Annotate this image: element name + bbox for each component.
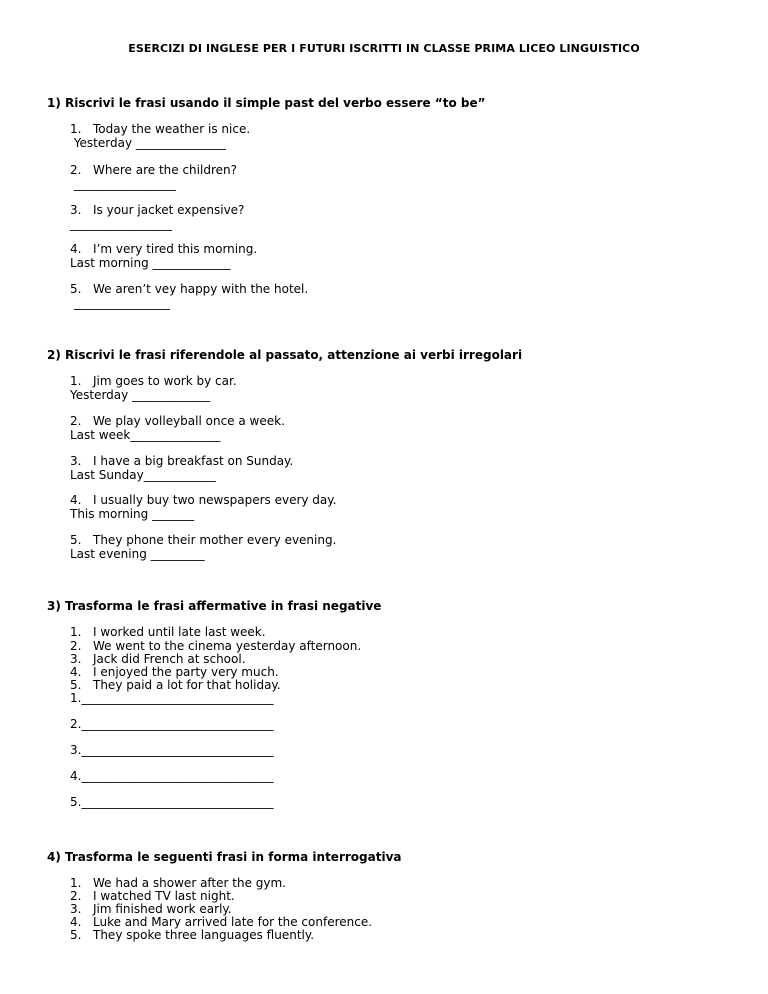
section-1-heading: 1) Riscrivi le frasi usando il simple past del verbo essere “to be” xyxy=(47,96,486,110)
s3-item-3: 3. Jack did French at school. xyxy=(70,652,246,666)
page-title: ESERCIZI DI INGLESE PER I FUTURI ISCRITTI IN CLASSE PRIMA LICEO LINGUISTICO xyxy=(128,42,640,55)
s1-item-3: 3. Is your jacket expensive? xyxy=(70,203,245,217)
s1-answer-4: Last morning _____________ xyxy=(70,256,231,270)
s4-item-1: 1. We had a shower after the gym. xyxy=(70,876,286,890)
s4-item-2: 2. I watched TV last night. xyxy=(70,889,235,903)
s1-item-4: 4. I’m very tired this morning. xyxy=(70,242,258,256)
s1-answer-1: Yesterday _______________ xyxy=(70,136,226,150)
s1-item-1: 1. Today the weather is nice. xyxy=(70,122,251,136)
s2-answer-1: Yesterday _____________ xyxy=(70,388,211,402)
s4-item-3: 3. Jim finished work early. xyxy=(70,902,232,916)
s4-item-4: 4. Luke and Mary arrived late for the conference. xyxy=(70,915,373,929)
s2-item-2: 2. We play volleyball once a week. xyxy=(70,414,285,428)
s3-answer-2: 2.________________________________ xyxy=(70,717,274,731)
s2-answer-4: This morning _______ xyxy=(70,507,195,521)
section-4-heading: 4) Trasforma le seguenti frasi in forma interrogativa xyxy=(47,850,402,864)
s2-answer-2: Last week_______________ xyxy=(70,428,221,442)
s1-answer-3: _________________ xyxy=(70,217,172,231)
s3-item-5: 5. They paid a lot for that holiday. xyxy=(70,678,281,692)
s1-item-2: 2. Where are the children? xyxy=(70,163,237,177)
s3-answer-1: 1.________________________________ xyxy=(70,691,274,705)
s3-item-4: 4. I enjoyed the party very much. xyxy=(70,665,279,679)
s3-answer-5: 5.________________________________ xyxy=(70,795,274,809)
s3-item-1: 1. I worked until late last week. xyxy=(70,625,266,639)
section-2-heading: 2) Riscrivi le frasi riferendole al passato, attenzione ai verbi irregolari xyxy=(47,348,523,362)
s3-answer-4: 4.________________________________ xyxy=(70,769,274,783)
s2-item-3: 3. I have a big breakfast on Sunday. xyxy=(70,454,294,468)
s1-answer-2: _________________ xyxy=(70,177,176,191)
s2-answer-3: Last Sunday____________ xyxy=(70,468,216,482)
s2-item-5: 5. They phone their mother every evening. xyxy=(70,533,337,547)
s2-item-1: 1. Jim goes to work by car. xyxy=(70,374,237,388)
s2-item-4: 4. I usually buy two newspapers every day. xyxy=(70,493,337,507)
section-3-heading: 3) Trasforma le frasi affermative in frasi negative xyxy=(47,599,382,613)
s4-item-5: 5. They spoke three languages fluently. xyxy=(70,928,315,942)
s1-item-5: 5. We aren’t vey happy with the hotel. xyxy=(70,282,309,296)
s3-answer-3: 3.________________________________ xyxy=(70,743,274,757)
s2-answer-5: Last evening _________ xyxy=(70,547,205,561)
s1-answer-5: ________________ xyxy=(70,296,170,310)
s3-item-2: 2. We went to the cinema yesterday afternoon. xyxy=(70,639,362,653)
